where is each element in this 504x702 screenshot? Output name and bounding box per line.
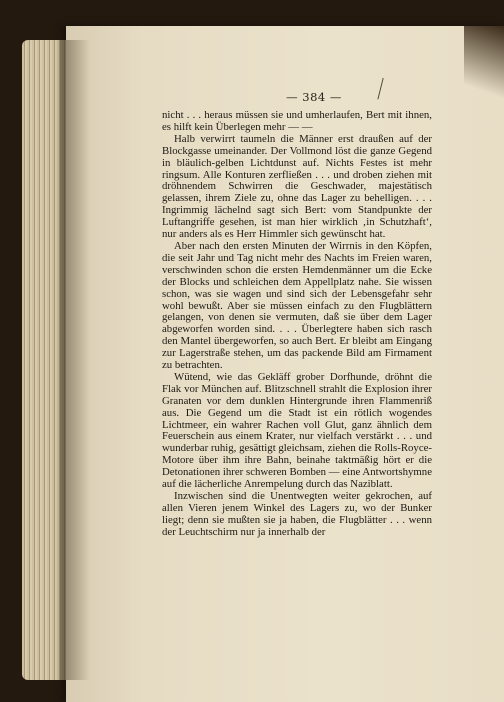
gutter-shadow [60, 40, 90, 680]
paragraph-3: Aber nach den ersten Minuten der Wirrnis in den Köpfen, die seit Jahr und Tag nicht mehr des Nachts im Freien waren, verschwinden schon die ersten Hemdenmänner um die Ecke der Blocks und schleichen dem Appellplatz nahe. Sie wissen schon, was sie wagen und sind sich der Lebensgefahr sehr wohl bewußt. Aber sie müssen einfach zu den Flugblättern gelangen, von denen sie vermuten, daß sie über dem Lager abgeworfen worden sind. . . . Überlegtere haben sich rasch den Mantel übergeworfen, so auch Bert. Er bleibt am Eingang zur Lagerstraße stehen, um das packende Bild am Firmament zu betrachten. [162, 239, 432, 372]
page-number: — 384 — [286, 90, 342, 104]
paragraph-2: Halb verwirrt taumeln die Männer erst draußen auf der Blockgasse umeinander. Der Vollmond löst die ganze Gegend in bläulich-gelben Lichtdunst auf. Nichts Festes ist mehr ringsum. Alle Konturen zerfließen . . . und droben ziehen mit dröhnendem Schwirren die Geschwader, majestätisch gelassen, ihrem Ziele zu, ohne das Lager zu behelligen. . . . Ingrimmig lächelnd sagt sich Bert: vom Standpunkte der Luftangriffe gesehen, ist man hier wirklich ‚in Schutzhaft‘, nur anders als es Herr Himmler sich gewünscht hat. [162, 132, 432, 241]
paragraph-5: Inzwischen sind die Unentwegten weiter gekrochen, auf allen Vieren jenem Winkel des Lagers zu, wo der Bunker liegt; denn sie mußten sie ja haben, die Flugblätter . . . wenn der Leuchtschirm nur ja innerhalb der [162, 490, 432, 538]
paragraph-4: Wütend, wie das Gekläff grober Dorfhunde, dröhnt die Flak vor München auf. Blitzschnell strahlt die Explosion ihrer Granaten vor dem dunklen Hintergrunde ihren Flammenriß aus. Die Gegend um die Stadt ist ein rötlich wogendes Lichtmeer, ein wahrer Rachen voll Glut, ganz ähnlich dem Feuerschein aus einem Krater, nur vielfach verstärkt . . . und wunderbar ruhig, gesättigt gleichsam, ziehen die Rolls-Royce-Motore über ihm ihre Bahn, beinahe taktmäßig hört er die Detonationen ihrer schweren Bomben — eine Antwortshymne auf die lächerliche Anrempelung durch das Naziblatt. [162, 370, 432, 491]
page-corner-shadow [464, 26, 504, 116]
body-text [162, 110, 432, 539]
paragraph-1: nicht . . . heraus müssen sie und umherlaufen, Bert mit ihnen, es hilft kein Überlegen mehr — — [162, 109, 432, 133]
